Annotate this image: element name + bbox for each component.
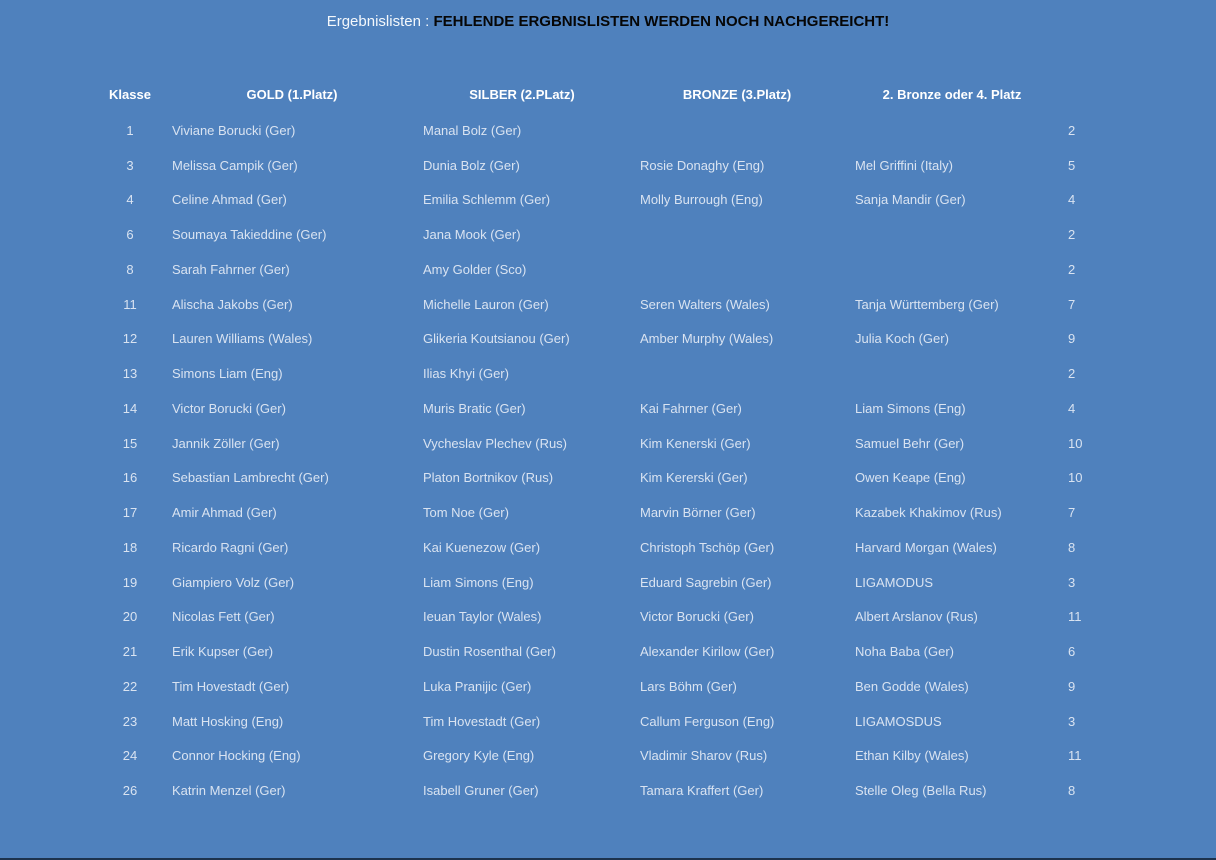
cell-bronze2: Ethan Kilby (Wales) <box>855 748 969 764</box>
cell-klasse: 18 <box>122 539 138 555</box>
cell-bronze2: Julia Koch (Ger) <box>855 331 949 347</box>
cell-gold: Celine Ahmad (Ger) <box>172 192 287 208</box>
cell-gold: Jannik Zöller (Ger) <box>172 435 280 451</box>
cell-bronze: Alexander Kirilow (Ger) <box>640 644 775 660</box>
cell-bronze: Marvin Börner (Ger) <box>640 505 756 521</box>
cell-gold: Matt Hosking (Eng) <box>172 713 284 729</box>
cell-bronze2: Liam Simons (Eng) <box>855 400 966 416</box>
cell-bronze: Tamara Kraffert (Ger) <box>640 783 764 799</box>
cell-bronze2: LIGAMODUS <box>855 574 934 590</box>
cell-bronze: Kai Fahrner (Ger) <box>640 400 742 416</box>
cell-klasse: 1 <box>126 122 134 138</box>
cell-bronze: Eduard Sagrebin (Ger) <box>640 574 772 590</box>
cell-count: 2 <box>1068 261 1076 277</box>
cell-klasse: 4 <box>126 192 134 208</box>
cell-bronze: Lars Böhm (Ger) <box>640 678 737 694</box>
cell-klasse: 8 <box>126 261 134 277</box>
table-row <box>100 113 1174 148</box>
cell-gold: Sarah Fahrner (Ger) <box>172 261 290 277</box>
cell-count: 2 <box>1068 227 1076 243</box>
cell-klasse: 23 <box>122 713 138 729</box>
cell-count: 7 <box>1068 296 1076 312</box>
cell-silber: Dunia Bolz (Ger) <box>423 157 520 173</box>
cell-silber: Muris Bratic (Ger) <box>423 400 526 416</box>
table-row <box>100 530 1174 565</box>
table-row <box>100 183 1174 218</box>
cell-silber: Luka Pranijic (Ger) <box>423 678 532 694</box>
results-table <box>100 82 1174 808</box>
cell-bronze2: Sanja Mandir (Ger) <box>855 192 966 208</box>
cell-gold: Ricardo Ragni (Ger) <box>172 539 289 555</box>
cell-klasse: 22 <box>122 678 138 694</box>
table-row <box>100 356 1174 391</box>
table-row <box>100 322 1174 357</box>
cell-bronze: Kim Kererski (Ger) <box>640 470 748 486</box>
cell-count: 7 <box>1068 505 1076 521</box>
cell-count: 9 <box>1068 678 1076 694</box>
table-row <box>100 773 1174 808</box>
cell-count: 10 <box>1068 470 1083 486</box>
cell-count: 11 <box>1068 609 1082 625</box>
cell-silber: Dustin Rosenthal (Ger) <box>423 644 556 660</box>
cell-silber: Manal Bolz (Ger) <box>423 122 522 138</box>
cell-count: 8 <box>1068 783 1076 799</box>
cell-klasse: 12 <box>122 331 138 347</box>
cell-gold: Erik Kupser (Ger) <box>172 644 274 660</box>
cell-count: 2 <box>1068 122 1076 138</box>
header-klasse: Klasse <box>109 86 151 102</box>
cell-count: 8 <box>1068 539 1076 555</box>
cell-bronze: Rosie Donaghy (Eng) <box>640 157 765 173</box>
cell-bronze: Amber Murphy (Wales) <box>640 331 774 347</box>
cell-bronze: Seren Walters (Wales) <box>640 296 770 312</box>
cell-bronze2: Stelle Oleg (Bella Rus) <box>855 783 987 799</box>
cell-count: 4 <box>1068 400 1076 416</box>
cell-klasse: 16 <box>122 470 138 486</box>
cell-klasse: 11 <box>123 296 137 312</box>
cell-bronze: Molly Burrough (Eng) <box>640 192 763 208</box>
results-table-body <box>100 113 1174 808</box>
table-row <box>100 704 1174 739</box>
cell-silber: Gregory Kyle (Eng) <box>423 748 535 764</box>
table-row <box>100 739 1174 774</box>
cell-bronze2: Mel Griffini (Italy) <box>855 157 953 173</box>
cell-klasse: 19 <box>122 574 138 590</box>
header-gold: GOLD (1.Platz) <box>246 86 338 102</box>
cell-silber: Emilia Schlemm (Ger) <box>423 192 551 208</box>
cell-gold: Victor Borucki (Ger) <box>172 400 286 416</box>
cell-count: 3 <box>1068 713 1076 729</box>
cell-gold: Melissa Campik (Ger) <box>172 157 298 173</box>
cell-gold: Sebastian Lambrecht (Ger) <box>172 470 329 486</box>
cell-klasse: 21 <box>122 644 138 660</box>
cell-silber: Ilias Khyi (Ger) <box>423 366 509 382</box>
cell-bronze2: Samuel Behr (Ger) <box>855 435 965 451</box>
cell-bronze: Christoph Tschöp (Ger) <box>640 539 775 555</box>
cell-gold: Soumaya Takieddine (Ger) <box>172 227 327 243</box>
cell-silber: Glikeria Koutsianou (Ger) <box>423 331 570 347</box>
cell-bronze: Kim Kenerski (Ger) <box>640 435 751 451</box>
cell-count: 4 <box>1068 192 1076 208</box>
cell-count: 11 <box>1068 748 1082 764</box>
cell-bronze2: Noha Baba (Ger) <box>855 644 954 660</box>
table-row <box>100 391 1174 426</box>
cell-klasse: 13 <box>122 366 138 382</box>
table-header-row <box>100 82 1174 106</box>
cell-count: 6 <box>1068 644 1076 660</box>
cell-bronze2: Tanja Württemberg (Ger) <box>855 296 999 312</box>
cell-silber: Vycheslav Plechev (Rus) <box>423 435 568 451</box>
cell-gold: Nicolas Fett (Ger) <box>172 609 275 625</box>
cell-bronze: Victor Borucki (Ger) <box>640 609 754 625</box>
table-row <box>100 634 1174 669</box>
table-row <box>100 461 1174 496</box>
cell-silber: Tom Noe (Ger) <box>423 505 509 521</box>
table-row <box>100 495 1174 530</box>
table-row <box>100 565 1174 600</box>
cell-count: 9 <box>1068 331 1076 347</box>
cell-gold: Giampiero Volz (Ger) <box>172 574 295 590</box>
table-row <box>100 217 1174 252</box>
cell-silber: Kai Kuenezow (Ger) <box>423 539 541 555</box>
cell-bronze2: Kazabek Khakimov (Rus) <box>855 505 1002 521</box>
cell-bronze2: Harvard Morgan (Wales) <box>855 539 997 555</box>
cell-silber: Michelle Lauron (Ger) <box>423 296 549 312</box>
cell-silber: Isabell Gruner (Ger) <box>423 783 539 799</box>
cell-klasse: 6 <box>126 227 134 243</box>
cell-klasse: 3 <box>126 157 134 173</box>
cell-gold: Tim Hovestadt (Ger) <box>172 678 290 694</box>
cell-gold: Katrin Menzel (Ger) <box>172 783 286 799</box>
title-warning-text: FEHLENDE ERGBNISLISTEN WERDEN NOCH NACHGEREICHT! <box>433 13 890 30</box>
header-bronze2: 2. Bronze oder 4. Platz <box>882 86 1022 102</box>
cell-klasse: 17 <box>122 505 138 521</box>
cell-gold: Amir Ahmad (Ger) <box>172 505 277 521</box>
cell-klasse: 14 <box>122 400 138 416</box>
cell-silber: Amy Golder (Sco) <box>423 261 527 277</box>
cell-gold: Lauren Williams (Wales) <box>172 331 313 347</box>
cell-silber: Tim Hovestadt (Ger) <box>423 713 541 729</box>
cell-bronze2: Albert Arslanov (Rus) <box>855 609 978 625</box>
cell-count: 2 <box>1068 366 1076 382</box>
cell-klasse: 26 <box>122 783 138 799</box>
title-prefix: Ergebnislisten : <box>326 13 434 30</box>
page-title <box>0 13 1216 30</box>
cell-silber: Ieuan Taylor (Wales) <box>423 609 542 625</box>
cell-klasse: 24 <box>122 748 138 764</box>
cell-bronze2: LIGAMOSDUS <box>855 713 942 729</box>
cell-gold: Viviane Borucki (Ger) <box>172 122 296 138</box>
cell-silber: Jana Mook (Ger) <box>423 227 521 243</box>
cell-count: 10 <box>1068 435 1083 451</box>
cell-count: 3 <box>1068 574 1076 590</box>
table-row <box>100 426 1174 461</box>
header-silber: SILBER (2.PLatz) <box>469 86 575 102</box>
table-row <box>100 669 1174 704</box>
cell-klasse: 15 <box>122 435 138 451</box>
cell-bronze: Vladimir Sharov (Rus) <box>640 748 768 764</box>
cell-gold: Simons Liam (Eng) <box>172 366 283 382</box>
cell-silber: Platon Bortnikov (Rus) <box>423 470 554 486</box>
cell-silber: Liam Simons (Eng) <box>423 574 534 590</box>
cell-bronze2: Owen Keape (Eng) <box>855 470 966 486</box>
cell-count: 5 <box>1068 157 1076 173</box>
cell-bronze2: Ben Godde (Wales) <box>855 678 969 694</box>
cell-bronze: Callum Ferguson (Eng) <box>640 713 775 729</box>
header-bronze: BRONZE (3.Platz) <box>682 86 792 102</box>
table-row <box>100 287 1174 322</box>
table-row <box>100 148 1174 183</box>
table-row <box>100 600 1174 635</box>
table-row <box>100 252 1174 287</box>
cell-gold: Connor Hocking (Eng) <box>172 748 301 764</box>
cell-gold: Alischa Jakobs (Ger) <box>172 296 293 312</box>
cell-klasse: 20 <box>122 609 138 625</box>
